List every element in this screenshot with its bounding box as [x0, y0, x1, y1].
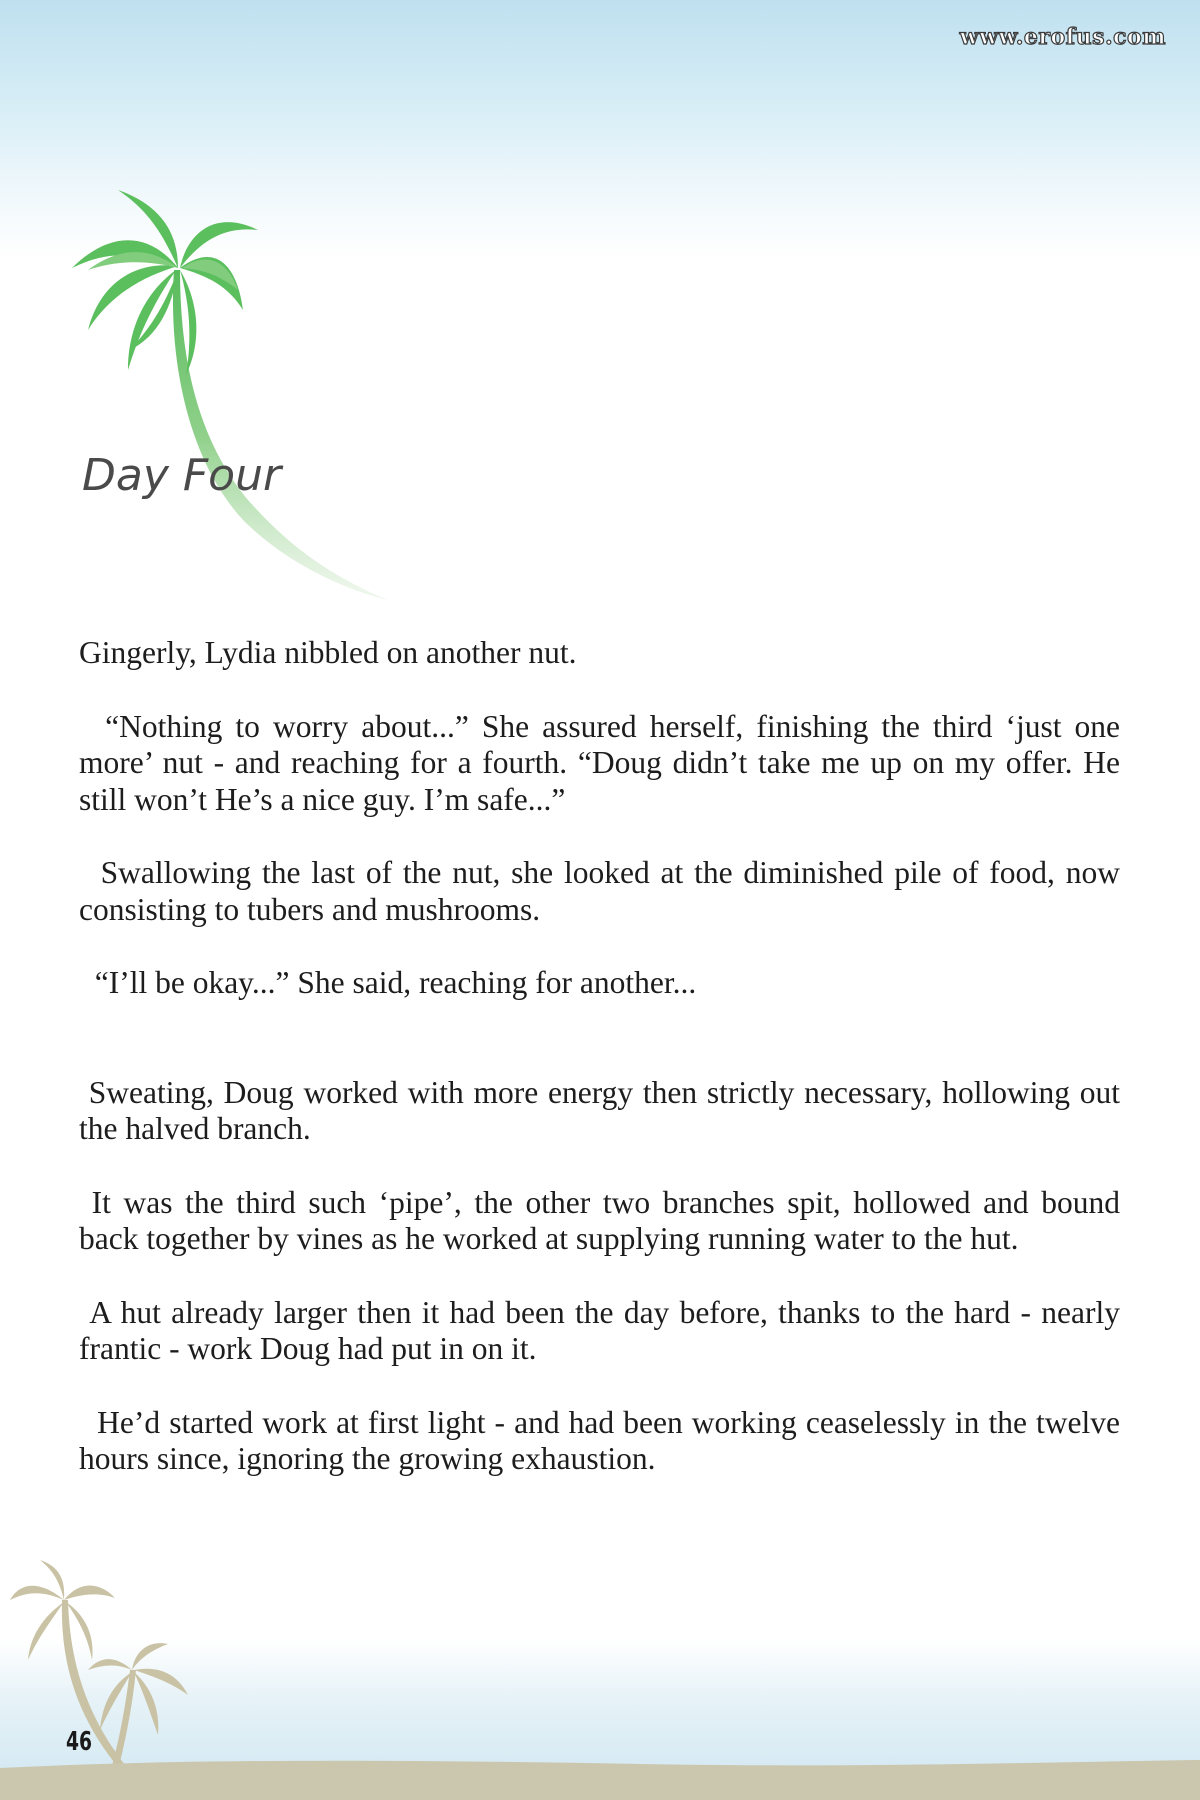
paragraph: It was the third such ‘pipe’, the other two branches spit, hollowed and bound back together by vines as he worked at supplying running water to the hut.: [79, 1184, 1120, 1256]
palm-tree-illustration: [68, 190, 428, 610]
paragraph: Gingerly, Lydia nibbled on another nut.: [79, 635, 577, 670]
paragraph: He’d started work at first light - and had been working ceaselessly in the twelve hours since, ignoring the growing exhaustion.: [79, 1404, 1120, 1476]
story-text: [79, 635, 1120, 1515]
paragraph: “I’ll be okay...” She said, reaching for another...: [79, 965, 697, 1000]
paragraph: A hut already larger then it had been the day before, thanks to the hard - nearly frantic - work Doug had put in on it.: [79, 1294, 1120, 1366]
page-number: 46: [66, 1727, 93, 1757]
sand-shore: [0, 1740, 1200, 1800]
watermark: www.erofus.com: [959, 24, 1166, 50]
paragraph: “Nothing to worry about...” She assured herself, finishing the third ‘just one more’ nut - and reaching for a fourth. “Doug didn’t take me up on my offer. He still won’t He’s a nice guy. I’m safe...”: [79, 708, 1120, 817]
paragraph: Swallowing the last of the nut, she looked at the diminished pile of food, now consisting to tubers and mushrooms.: [79, 855, 1120, 927]
paragraph: Sweating, Doug worked with more energy then strictly necessary, hollowing out the halved branch.: [79, 1074, 1120, 1146]
chapter-title: Day Four: [82, 450, 282, 501]
